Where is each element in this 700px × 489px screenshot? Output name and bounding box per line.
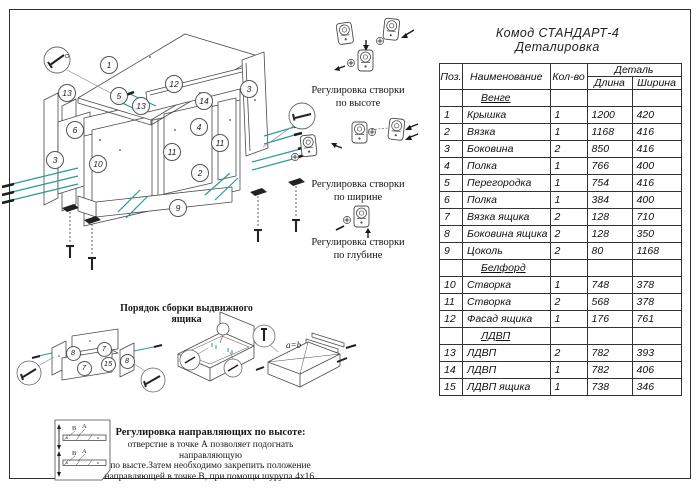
- sheet-title: [455, 26, 660, 54]
- table-section-row: ЛДВП: [440, 328, 682, 345]
- hinge-diagram-depth: [336, 206, 371, 238]
- sheet-subtitle: Деталировка: [515, 40, 600, 54]
- part-callout: 4: [190, 118, 208, 136]
- parts-table: [439, 63, 682, 396]
- part-callout: 12: [165, 75, 183, 93]
- part-callout: 10: [89, 155, 107, 173]
- table-row: 3 Боковина 2 850 416: [440, 141, 682, 158]
- part-callout: 1: [100, 56, 118, 74]
- col-header-detail: Деталь: [587, 64, 681, 77]
- point-b-label: В: [72, 450, 77, 457]
- hinge-diagram-height: [334, 18, 414, 71]
- part-callout: 11: [211, 134, 229, 152]
- table-row: 11 Створка 2 568 378: [440, 294, 682, 311]
- col-header-width: Ширина: [632, 77, 681, 90]
- rails-adjustment-drawing: [55, 420, 110, 480]
- table-row: 8 Боковина ящика 2 128 350: [440, 226, 682, 243]
- table-row: 13 ЛДВП 2 782 393: [440, 345, 682, 362]
- col-header-qty: Кол-во: [550, 64, 587, 90]
- table-row: 2 Вязка 1 1168 416: [440, 124, 682, 141]
- rails-note-line: отверстие в точке А позволяет подогнать направляющую: [127, 439, 294, 461]
- point-a-label: А: [82, 423, 87, 430]
- part-callout: 3: [240, 80, 258, 98]
- table-row: 12 Фасад ящика 1 176 761: [440, 311, 682, 328]
- table-row: 14 ЛДВП 1 782 406: [440, 362, 682, 379]
- table-row: 1 Крышка 1 1200 420: [440, 107, 682, 124]
- part-callout: 8: [120, 354, 135, 369]
- rails-note-line: по высте.Затем необходимо закрепить положение: [110, 461, 311, 472]
- point-a-label: А: [82, 448, 87, 455]
- col-header-pos: Поз.: [440, 64, 463, 90]
- rails-note-heading: Регулировка направляющих по высоте:: [115, 427, 306, 438]
- table-row: 4 Полка 1 766 400: [440, 158, 682, 175]
- drawer-assembly-heading: Порядок сборки выдвижного ящика: [120, 303, 253, 325]
- part-callout: 11: [163, 143, 181, 161]
- parts-table-body: [440, 90, 682, 396]
- adjust-depth-label: Регулировка створки по глубине: [311, 237, 405, 261]
- col-header-name: Наименование: [463, 64, 551, 90]
- part-callout: 7: [77, 361, 92, 376]
- col-header-length: Длина: [587, 77, 632, 90]
- part-callout: 13: [58, 84, 76, 102]
- adjust-height-label: Регулировка створки по высоте: [311, 85, 405, 109]
- part-callout: 14: [195, 92, 213, 110]
- table-section-row: Белфорд: [440, 260, 682, 277]
- table-row: 6 Полка 1 384 400: [440, 192, 682, 209]
- table-section-row: Венге: [440, 90, 682, 107]
- part-callout: 8: [66, 346, 81, 361]
- rails-note-line: направляющей в точке В, при помощи шурупа 4х16.: [104, 472, 317, 483]
- part-callout: 5: [110, 87, 128, 105]
- part-callout: 9: [169, 199, 187, 217]
- part-callout: 2: [191, 164, 209, 182]
- table-row: 10 Створка 1 748 378: [440, 277, 682, 294]
- part-callout: 13: [132, 97, 150, 115]
- table-row: 15 ЛДВП ящика 1 738 346: [440, 379, 682, 396]
- table-row: 5 Перегородка 1 754 416: [440, 175, 682, 192]
- part-callout: 15: [101, 357, 116, 372]
- adjust-width-label: Регулировка створки по ширине: [311, 179, 405, 203]
- equal-diagonals-label: a=b: [286, 340, 302, 350]
- part-callout: 7: [97, 342, 112, 357]
- table-row: 7 Вязка ящика 2 128 710: [440, 209, 682, 226]
- table-row: 9 Цоколь 2 80 1168: [440, 243, 682, 260]
- part-callout: 3: [46, 151, 64, 169]
- product-name: Комод СТАНДАРТ-4: [495, 26, 620, 40]
- point-b-label: В: [72, 425, 77, 432]
- part-callout: 6: [66, 121, 84, 139]
- rails-adjustment-note: [103, 428, 318, 483]
